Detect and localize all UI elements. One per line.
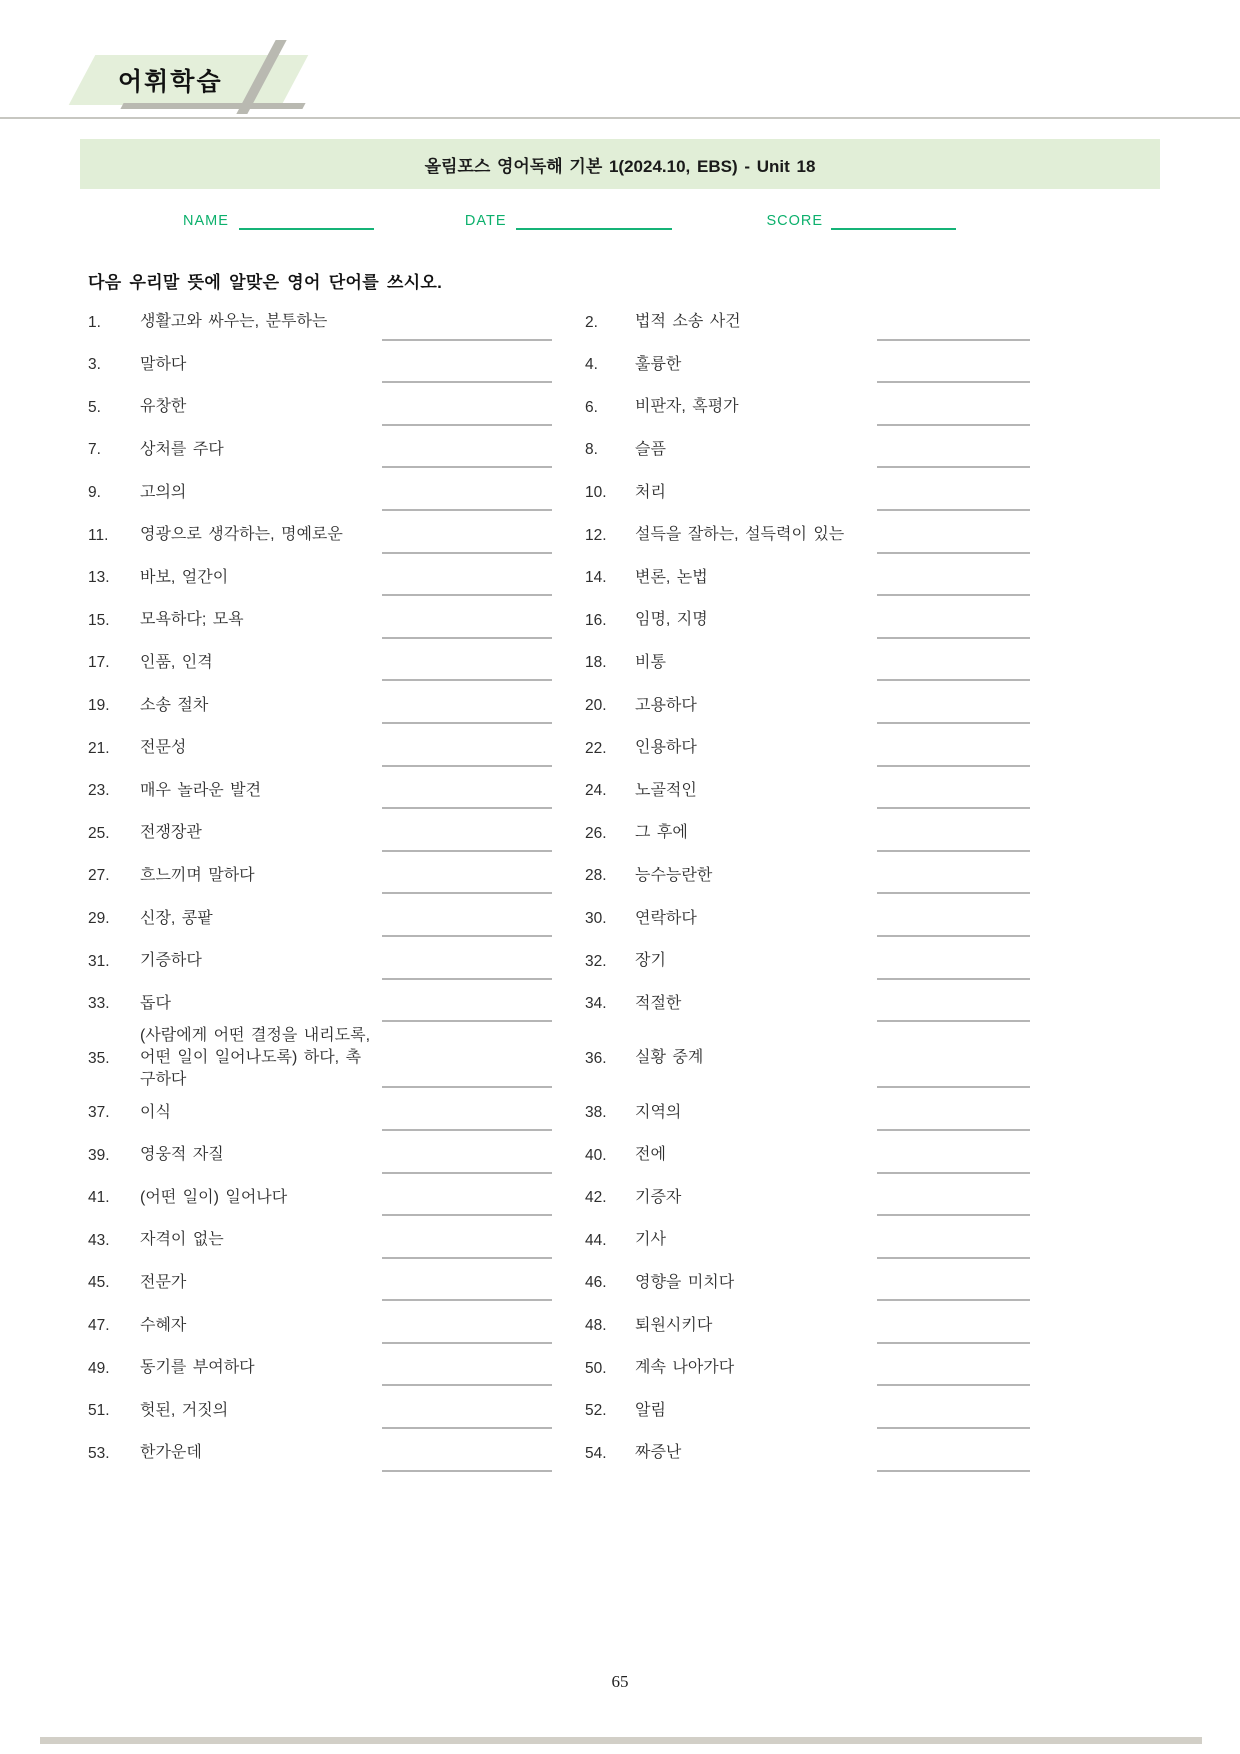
item-answer-line[interactable] [877, 1432, 1030, 1475]
item-number: 45. [88, 1274, 110, 1292]
item-number: 18. [585, 654, 607, 672]
item-meaning: 그 후에 [635, 824, 688, 842]
item-answer-line[interactable] [877, 727, 1030, 770]
item-number: 50. [585, 1359, 607, 1377]
item-number: 36. [585, 1049, 607, 1067]
item-answer-line[interactable] [382, 557, 552, 600]
item-answer-line[interactable] [382, 386, 552, 429]
item-meaning: 기증자 [635, 1188, 682, 1206]
item-meaning: 슬픔 [635, 441, 666, 459]
item-meaning: 연락하다 [635, 909, 697, 927]
item-number: 52. [585, 1402, 607, 1420]
unit-title-banner [80, 139, 1160, 189]
item-number: 6. [585, 398, 598, 416]
item-meaning: 수혜자 [140, 1316, 187, 1334]
item-answer-line[interactable] [382, 1219, 552, 1262]
item-meaning: 신장, 콩팥 [140, 909, 213, 927]
item-answer-line[interactable] [877, 855, 1030, 898]
item-number: 38. [585, 1103, 607, 1121]
name-input-line[interactable] [239, 214, 374, 230]
item-number: 51. [88, 1402, 110, 1420]
item-number: 13. [88, 569, 110, 587]
item-answer-line[interactable] [877, 344, 1030, 387]
item-number: 31. [88, 952, 110, 970]
item-meaning: 고용하다 [635, 696, 697, 714]
item-answer-line[interactable] [877, 642, 1030, 685]
item-answer-line[interactable] [877, 1219, 1030, 1262]
item-number: 54. [585, 1444, 607, 1462]
item-answer-line[interactable] [382, 344, 552, 387]
item-answer-line[interactable] [382, 599, 552, 642]
item-meaning: 영향을 미치다 [635, 1273, 735, 1291]
item-meaning: 전에 [635, 1146, 666, 1164]
item-answer-line[interactable] [877, 897, 1030, 940]
item-answer-line[interactable] [877, 1304, 1030, 1347]
item-answer-line[interactable] [877, 983, 1030, 1026]
item-answer-line[interactable] [877, 599, 1030, 642]
item-answer-line[interactable] [877, 1177, 1030, 1220]
item-meaning: 매우 놀라운 발견 [140, 781, 262, 799]
item-answer-line[interactable] [877, 1347, 1030, 1390]
item-meaning: 동기를 부여하다 [140, 1359, 255, 1377]
badge-underline-decor [120, 103, 305, 109]
item-answer-line[interactable] [382, 1134, 552, 1177]
item-meaning: 유창한 [140, 398, 187, 416]
item-number: 14. [585, 569, 607, 587]
item-meaning: 알림 [635, 1401, 666, 1419]
item-number: 53. [88, 1444, 110, 1462]
item-meaning: 지역의 [635, 1103, 682, 1121]
vocab-grid [88, 301, 1240, 1475]
item-answer-line[interactable] [382, 855, 552, 898]
item-answer-line[interactable] [877, 1134, 1030, 1177]
item-number: 8. [585, 441, 598, 459]
item-number: 49. [88, 1359, 110, 1377]
item-answer-line[interactable] [877, 1025, 1030, 1091]
item-number: 1. [88, 313, 101, 331]
item-meaning: 퇴원시키다 [635, 1316, 713, 1334]
item-number: 29. [88, 909, 110, 927]
item-meaning: 전쟁장관 [140, 824, 202, 842]
item-number: 21. [88, 739, 110, 757]
item-answer-line[interactable] [382, 471, 552, 514]
item-answer-line[interactable] [382, 1304, 552, 1347]
item-number: 22. [585, 739, 607, 757]
item-number: 42. [585, 1189, 607, 1207]
item-meaning: 소송 절차 [140, 696, 209, 714]
item-answer-line[interactable] [382, 1177, 552, 1220]
item-number: 16. [585, 611, 607, 629]
item-meaning: 비통 [635, 654, 666, 671]
item-meaning: 영웅적 자질 [140, 1146, 224, 1164]
item-meaning: 짜증난 [635, 1444, 682, 1462]
item-answer-line[interactable] [877, 770, 1030, 813]
item-meaning: 이식 [140, 1103, 171, 1121]
item-number: 33. [88, 995, 110, 1013]
item-answer-line[interactable] [382, 301, 552, 344]
item-answer-line[interactable] [877, 812, 1030, 855]
badge-title: 어휘학습 [118, 68, 223, 96]
item-meaning: 인품, 인격 [140, 654, 213, 671]
score-input-line[interactable] [831, 214, 956, 230]
item-number: 47. [88, 1316, 110, 1334]
item-answer-line[interactable] [382, 1262, 552, 1305]
item-answer-line[interactable] [877, 386, 1030, 429]
item-meaning: 비판자, 혹평가 [635, 398, 739, 416]
item-meaning: 한가운데 [140, 1444, 202, 1462]
unit-title: 올림포스 영어독해 기본 1(2024.10, EBS) - Unit 18 [424, 156, 816, 176]
item-number: 43. [88, 1231, 110, 1249]
item-number: 39. [88, 1146, 110, 1164]
item-answer-line[interactable] [382, 1389, 552, 1432]
item-answer-line[interactable] [382, 770, 552, 813]
item-meaning: (사람에게 어떤 결정을 내리도록, 어떤 일이 일어나도록) 하다, 촉구하다 [140, 1027, 371, 1089]
item-number: 9. [88, 483, 101, 501]
item-meaning: 생활고와 싸우는, 분투하는 [140, 313, 328, 331]
item-meaning: 능수능란한 [635, 866, 713, 884]
item-answer-line[interactable] [382, 429, 552, 472]
item-number: 32. [585, 952, 607, 970]
item-number: 4. [585, 356, 598, 374]
item-meaning: 실황 중계 [635, 1049, 704, 1067]
item-meaning: 인용하다 [635, 739, 697, 757]
item-number: 11. [88, 526, 109, 544]
item-number: 2. [585, 313, 598, 331]
item-answer-line[interactable] [382, 1432, 552, 1475]
item-meaning: 영광으로 생각하는, 명예로운 [140, 526, 343, 544]
item-number: 35. [88, 1049, 110, 1067]
item-answer-line[interactable] [877, 1091, 1030, 1134]
item-answer-line[interactable] [382, 1347, 552, 1390]
item-number: 25. [88, 824, 110, 842]
item-answer-line[interactable] [382, 514, 552, 557]
item-number: 44. [585, 1231, 607, 1249]
item-meaning: 모욕하다; 모욕 [140, 611, 244, 629]
item-answer-line[interactable] [877, 514, 1030, 557]
item-number: 40. [585, 1146, 607, 1164]
item-meaning: 훌륭한 [635, 355, 682, 373]
item-meaning: 전문성 [140, 739, 187, 757]
item-number: 19. [88, 696, 110, 714]
item-meaning: 노골적인 [635, 781, 697, 799]
item-answer-line[interactable] [877, 1389, 1030, 1432]
item-answer-line[interactable] [877, 940, 1030, 983]
item-meaning: 바보, 얼간이 [140, 568, 229, 586]
item-answer-line[interactable] [382, 642, 552, 685]
item-meaning: 법적 소송 사건 [635, 313, 741, 331]
name-date-score-row [183, 213, 1240, 230]
item-number: 24. [585, 782, 607, 800]
item-answer-line[interactable] [382, 812, 552, 855]
item-meaning: 흐느끼며 말하다 [140, 866, 255, 884]
item-meaning: 자격이 없는 [140, 1231, 224, 1249]
item-answer-line[interactable] [877, 684, 1030, 727]
item-meaning: 계속 나아가다 [635, 1359, 735, 1377]
item-meaning: 헛된, 거짓의 [140, 1401, 229, 1419]
instruction-text: 다음 우리말 뜻에 알맞은 영어 단어를 쓰시오. [88, 273, 443, 292]
item-number: 26. [585, 824, 607, 842]
item-meaning: 처리 [635, 483, 666, 501]
item-meaning: (어떤 일이) 일어나다 [140, 1188, 288, 1206]
item-answer-line[interactable] [382, 983, 552, 1026]
item-answer-line[interactable] [382, 727, 552, 770]
item-meaning: 기사 [635, 1231, 666, 1249]
item-number: 37. [88, 1103, 110, 1121]
page-header [0, 0, 1240, 121]
item-meaning: 임명, 지명 [635, 611, 708, 629]
item-number: 20. [585, 696, 607, 714]
item-number: 46. [585, 1274, 607, 1292]
item-meaning: 장기 [635, 952, 666, 970]
item-number: 28. [585, 867, 607, 885]
item-number: 48. [585, 1316, 607, 1334]
item-number: 23. [88, 782, 110, 800]
item-answer-line[interactable] [877, 429, 1030, 472]
name-label: NAME [183, 213, 229, 229]
item-answer-line[interactable] [877, 1262, 1030, 1305]
header-rule [0, 117, 1240, 119]
item-answer-line[interactable] [877, 301, 1030, 344]
item-number: 27. [88, 867, 110, 885]
item-answer-line[interactable] [382, 940, 552, 983]
item-answer-line[interactable] [877, 471, 1030, 514]
item-answer-line[interactable] [382, 1025, 552, 1091]
item-number: 3. [88, 356, 101, 374]
item-meaning: 설득을 잘하는, 설득력이 있는 [635, 526, 845, 544]
item-answer-line[interactable] [382, 684, 552, 727]
item-meaning: 고의의 [140, 483, 187, 501]
item-number: 5. [88, 398, 101, 416]
item-number: 12. [585, 526, 607, 544]
date-label: DATE [464, 213, 507, 229]
score-label: SCORE [766, 213, 824, 229]
item-meaning: 적절한 [635, 994, 682, 1012]
footer-bar [40, 1737, 1202, 1744]
page-number: 65 [611, 1672, 629, 1691]
item-number: 15. [88, 611, 110, 629]
item-answer-line[interactable] [877, 557, 1030, 600]
item-meaning: 상처를 주다 [140, 441, 224, 459]
item-meaning: 기증하다 [140, 952, 202, 970]
item-meaning: 돕다 [140, 994, 171, 1012]
item-number: 30. [585, 909, 607, 927]
item-meaning: 전문가 [140, 1273, 187, 1291]
item-answer-line[interactable] [382, 897, 552, 940]
item-meaning: 변론, 논법 [635, 568, 708, 586]
date-input-line[interactable] [516, 214, 672, 230]
item-number: 10. [585, 483, 607, 501]
item-number: 34. [585, 995, 607, 1013]
item-number: 17. [88, 654, 110, 672]
item-number: 7. [88, 441, 101, 459]
item-answer-line[interactable] [382, 1091, 552, 1134]
item-number: 41. [88, 1189, 110, 1207]
item-meaning: 말하다 [140, 355, 187, 373]
